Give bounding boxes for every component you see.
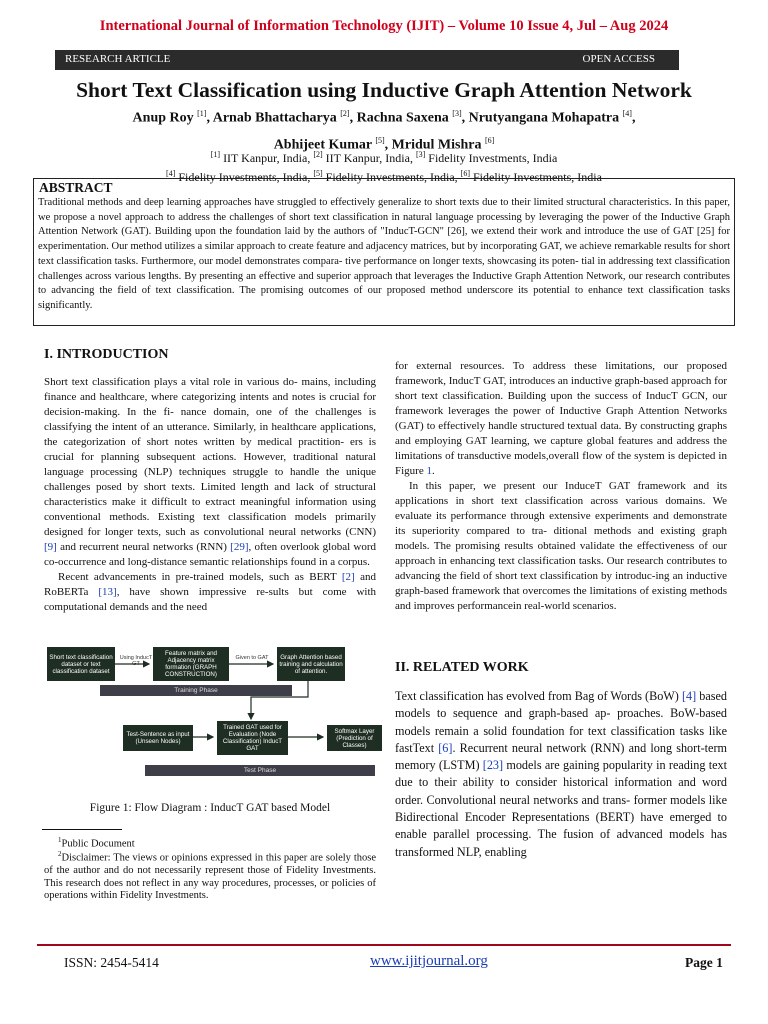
flow-diagram — [45, 645, 375, 785]
text-run: for external resources. To address these limitations, our proposed framework, InducT GAT, introduces an inductive graph-based approach for short text classification. Building upon the success of InducT GCN, our framework leverages the power of Inductive Graph Attention Networks (GAT) to effectively handle structured textual data. By constructing graphs and employing GAT learning, we capture global features and address the limitations of transductive models,overall flow of the system is depicted in Figure — [395, 360, 727, 477]
author-name: Arnab Bhattacharya — [212, 110, 337, 126]
author-sep: , — [631, 110, 636, 126]
text-run: Recent advancements in pre-trained models, such as BERT — [58, 571, 342, 583]
affil-text: IIT Kanpur, India, — [322, 151, 416, 165]
author-sep: , — [461, 110, 469, 126]
edge-label-using-induct: Using InducT GT — [119, 655, 153, 667]
footnote-sup: 1 — [58, 836, 62, 844]
right-column-text — [395, 359, 727, 614]
related-work-heading: II. RELATED WORK — [395, 660, 529, 675]
author-name: Anup Roy — [132, 110, 194, 126]
node-dataset: Short text classification dataset or text classification dataset — [47, 647, 115, 681]
research-article-label: RESEARCH ARTICLE — [65, 53, 171, 65]
test-phase-bar: Test Phase — [145, 765, 375, 776]
citation-link[interactable]: [23] — [482, 758, 504, 773]
training-phase-bar: Training Phase — [100, 685, 292, 696]
edge-label-given-to-gat: Given to GAT — [235, 655, 269, 661]
figure-caption: Figure 1: Flow Diagram : InducT GAT based Model — [89, 802, 331, 814]
citation-link[interactable]: [6] — [438, 740, 453, 755]
text-run: Text classification has evolved from Bag of Words (BoW) — [395, 689, 682, 703]
affil-text: IIT Kanpur, India, — [220, 151, 314, 165]
affil-sup: [1] — [210, 150, 221, 159]
text-run: , often overlook global word co-occurrence and long-distance semantic relationships found in a corpus. — [44, 541, 376, 568]
left-column-text — [44, 375, 376, 615]
footnote-text: Public Document — [61, 838, 135, 850]
node-gat-training: Graph Attention based training and calculation of attention. — [277, 647, 345, 681]
open-access-label: OPEN ACCESS — [582, 53, 655, 65]
figure-link[interactable]: 1 — [426, 465, 432, 477]
author-name: Mridul Mishra — [391, 137, 482, 153]
affil-text: Fidelity Investments, India — [469, 170, 602, 184]
text-run: and recurrent neural networks (RNN) — [56, 541, 231, 553]
footnote-sup: 2 — [58, 850, 62, 858]
citation-link[interactable]: [29] — [230, 541, 249, 553]
issn: ISSN: 2454-5414 — [64, 955, 159, 970]
footnote-rule — [42, 829, 122, 830]
abstract-heading: ABSTRACT — [39, 180, 113, 195]
affil-text: Fidelity Investments, India, — [175, 170, 314, 184]
related-paragraph-1 — [395, 688, 727, 861]
text-run: Short text classification plays a vital role in various do- mains, including finance and healthcare, where categorizing intents and notes is crucial for decision-making. In the fi- nance domain, one of the challenges is classifying the intent of an utterance. Similarly, in healthcare applications, the categorization of short notes written by medical practition- ers is crucial for planning subsequent actions. However, traditional natural language processing (NLP) techniques struggle to handle the unique challenges posed by short texts. Limited length and lack of structural characteristics make it difficult to extract meaningful information using conventional methods. Existing text classification models primarily designed for longer texts, such as convolutional neural networks (CNN) — [44, 376, 376, 538]
article-type-band — [55, 50, 679, 70]
abstract-text: Traditional methods and deep learning approaches have struggled to effectively generalize to short texts due to their limited structural characteristics. In this paper, we propose a novel approach to address the challenges of short text classification in natural language processing by leveraging the power of the Inductive Graph Attention Network (GAT). Building upon the foundation laid by the authors of "InducT-GCN" [26], we extend their work and introduce the use of GAT [25] for experimentation. Our method utilizes a similar approach to create feature and adjacency matrices, but by incorporating GAT, we achieve remarkable results for short text classification tasks. Furthermore, our model demonstrates compara- tive performance on longer texts, showcasing its poten- tial in addressing text classification challenges across various lengths. By presenting an effective and superior approach that leverages the Inductive Graph Attention Network, our research contributes to advancing the field of text classification. The promising outcomes of our proposed method underscore its potential to enhance text classification tasks significantly. — [38, 197, 730, 311]
author-name: Rachna Saxena — [356, 110, 449, 126]
text-run: , have shown impressive re-sults but come with computational demands and the need — [44, 586, 377, 613]
affil-sup: [2] — [313, 150, 323, 159]
citation-link[interactable]: [9] — [44, 541, 57, 553]
citation-link[interactable]: [2] — [341, 571, 355, 583]
author-sup: [5] — [375, 135, 385, 145]
author-sup: [6] — [484, 135, 495, 145]
affiliation-line-1 — [40, 147, 728, 166]
node-softmax: Softmax Layer (Prediction of Classes) — [327, 725, 382, 751]
paper-title: Short Text Classification using Inductive Graph Attention Network — [76, 78, 692, 102]
intro-paragraph-1 — [44, 375, 376, 570]
intro-paragraph-2 — [44, 570, 376, 615]
node-test-sentence: Test-Sentence as input (Unseen Nodes) — [123, 725, 193, 751]
text-run: . Recurrent neural network (RNN) and long short-term memory (LSTM) — [395, 740, 727, 773]
text-run: models are gaining popularity in reading text due to their ability to consider historical information and word order. Convolutional neural networks and trans- former models like Bidirectional Encoder Representations (BERT) have emerged to enable parallel processing. The fusion of advanced models has transformed NLP, enabling — [395, 758, 727, 859]
intro-paragraph-4: In this paper, we present our InduceT GAT framework and its applications in short text classification across various domains. We evaluate its performance through extensive experiments and demonstrate its superiority compared to tra- ditional methods and existing graph models. The promising results obtained validate the effectiveness of our approach in enhancing text classification tasks. Our research contributes to advancing the field of short text classification by introduc-ing an inductive graph-based framework that overcomes the limitations of existing methods and improves performancein real-world scenarios. — [395, 480, 727, 612]
author-sep: , — [206, 110, 213, 126]
citation-link[interactable]: [4] — [681, 689, 697, 703]
text-run: . — [431, 465, 435, 477]
affil-sup: [6] — [460, 169, 470, 178]
node-trained-gat: Trained GAT used for Evaluation (Node Classification) InducT GAT — [217, 721, 288, 755]
author-sup: [2] — [340, 109, 350, 118]
intro-heading: I. INTRODUCTION — [44, 347, 169, 362]
page-number: Page 1 — [685, 955, 723, 970]
footer-rule — [37, 944, 731, 946]
related-work-text — [395, 688, 727, 861]
footnote-text: Disclaimer: The views or opinions expressed in this paper are solely those of the author and do not necessarily represent those of Fidelity Investments. This research does not reflect in any way procedures, processes, or policies of operations within Fidelity Investments. — [44, 852, 376, 901]
author-sep: , — [349, 110, 357, 126]
author-sep: , — [384, 137, 392, 153]
footnote-2 — [44, 848, 376, 903]
citation-link[interactable]: [13] — [98, 586, 117, 598]
affil-text: Fidelity Investments, India — [425, 151, 558, 165]
affil-sup: [5] — [313, 169, 323, 178]
affil-sup: [3] — [415, 150, 426, 159]
abstract-box — [33, 178, 735, 326]
author-sup: [1] — [197, 109, 207, 118]
node-graph-construction: Feature matrix and Adjacency matrix formation (GRAPH CONSTRUCTION) — [153, 647, 229, 681]
text-run: based models to sequence and graph-based ap- proaches. BoW-based models remain a solid foundation for text classification tasks like fastText — [395, 689, 727, 755]
affil-sup: [4] — [166, 169, 176, 178]
journal-url-link[interactable]: www.ijitjournal.org — [370, 953, 488, 969]
intro-paragraph-3 — [395, 359, 727, 479]
author-sup: [4] — [622, 109, 632, 118]
author-name: Nrutyangana Mohapatra — [468, 110, 620, 126]
journal-header: International Journal of Information Technology (IJIT) – Volume 10 Issue 4, Jul – Aug 2024 — [99, 18, 669, 34]
author-sup: [3] — [452, 109, 462, 118]
text-run: and RoBERTa — [44, 571, 376, 598]
affil-text: Fidelity Investments, India, — [322, 170, 461, 184]
author-name: Abhijeet Kumar — [273, 137, 372, 153]
